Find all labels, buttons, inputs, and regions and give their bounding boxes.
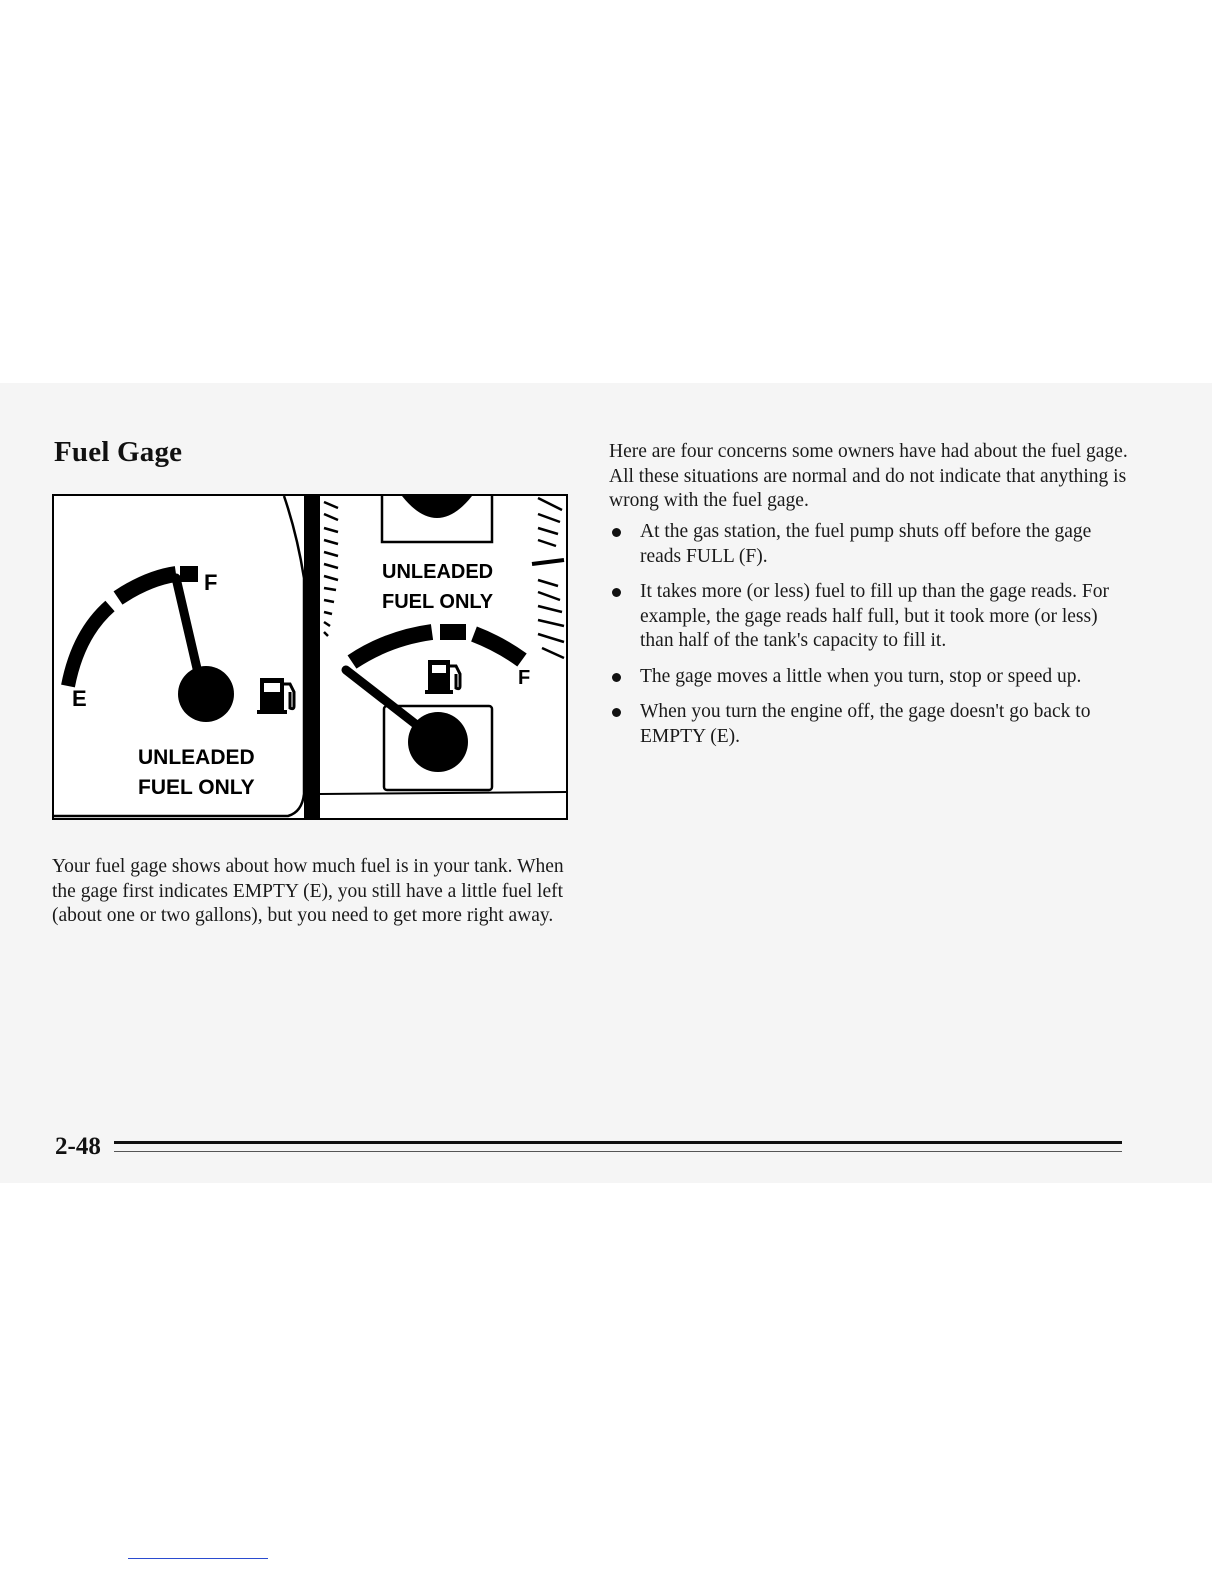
left-full-label: F bbox=[204, 570, 218, 595]
fuel-gage-svg bbox=[52, 494, 568, 820]
concerns-list bbox=[609, 520, 1129, 760]
list-item bbox=[609, 520, 1129, 569]
page-number: 2-48 bbox=[55, 1133, 101, 1160]
right-placard-line1: UNLEADED bbox=[382, 561, 494, 583]
footer-rule-thin bbox=[114, 1151, 1122, 1152]
list-item-text: The gage moves a little when you turn, stop or speed up. bbox=[640, 665, 1082, 687]
right-full-label: F bbox=[518, 667, 531, 689]
list-item bbox=[609, 665, 1129, 690]
left-placard-line1: UNLEADED bbox=[138, 746, 255, 769]
list-item bbox=[609, 700, 1129, 749]
fuel-gage-description: Your fuel gage shows about how much fuel is in your tank. When the gage first indicates EMPTY (E), you still have a little fuel left (about one or two gallons), but you need to get more right away. bbox=[52, 856, 564, 926]
list-item-text: When you turn the engine off, the gage doesn't go back to EMPTY (E). bbox=[640, 701, 1091, 747]
bullet-icon bbox=[612, 588, 621, 597]
left-empty-label: E bbox=[72, 686, 87, 711]
divider-bar bbox=[304, 496, 320, 818]
bullet-icon bbox=[612, 673, 621, 682]
left-needle-hub bbox=[178, 666, 234, 722]
right-placard-line2: FUEL ONLY bbox=[382, 591, 494, 613]
left-placard-line2: FUEL ONLY bbox=[138, 776, 255, 799]
bullet-icon bbox=[612, 528, 621, 537]
concerns-intro: Here are four concerns some owners have had about the fuel gage. All these situations are normal and do not indicate that anything is wrong with the fuel gage. bbox=[609, 441, 1128, 511]
right-fuel-pump-icon bbox=[425, 660, 460, 694]
fuel-gage-illustration bbox=[52, 494, 568, 820]
list-item-text: At the gas station, the fuel pump shuts off before the gage reads FULL (F). bbox=[640, 521, 1092, 567]
bullet-icon bbox=[612, 708, 621, 717]
right-needle-hub bbox=[408, 712, 468, 772]
list-item bbox=[609, 580, 1129, 654]
list-item-text: It takes more (or less) fuel to fill up than the gage reads. For example, the gage reads half full, but it took more (or less) than half of the tank's capacity to fill it. bbox=[640, 581, 1109, 651]
section-title: Fuel Gage bbox=[54, 436, 183, 468]
bottom-underline bbox=[128, 1558, 268, 1559]
footer-rule-thick bbox=[114, 1141, 1122, 1144]
